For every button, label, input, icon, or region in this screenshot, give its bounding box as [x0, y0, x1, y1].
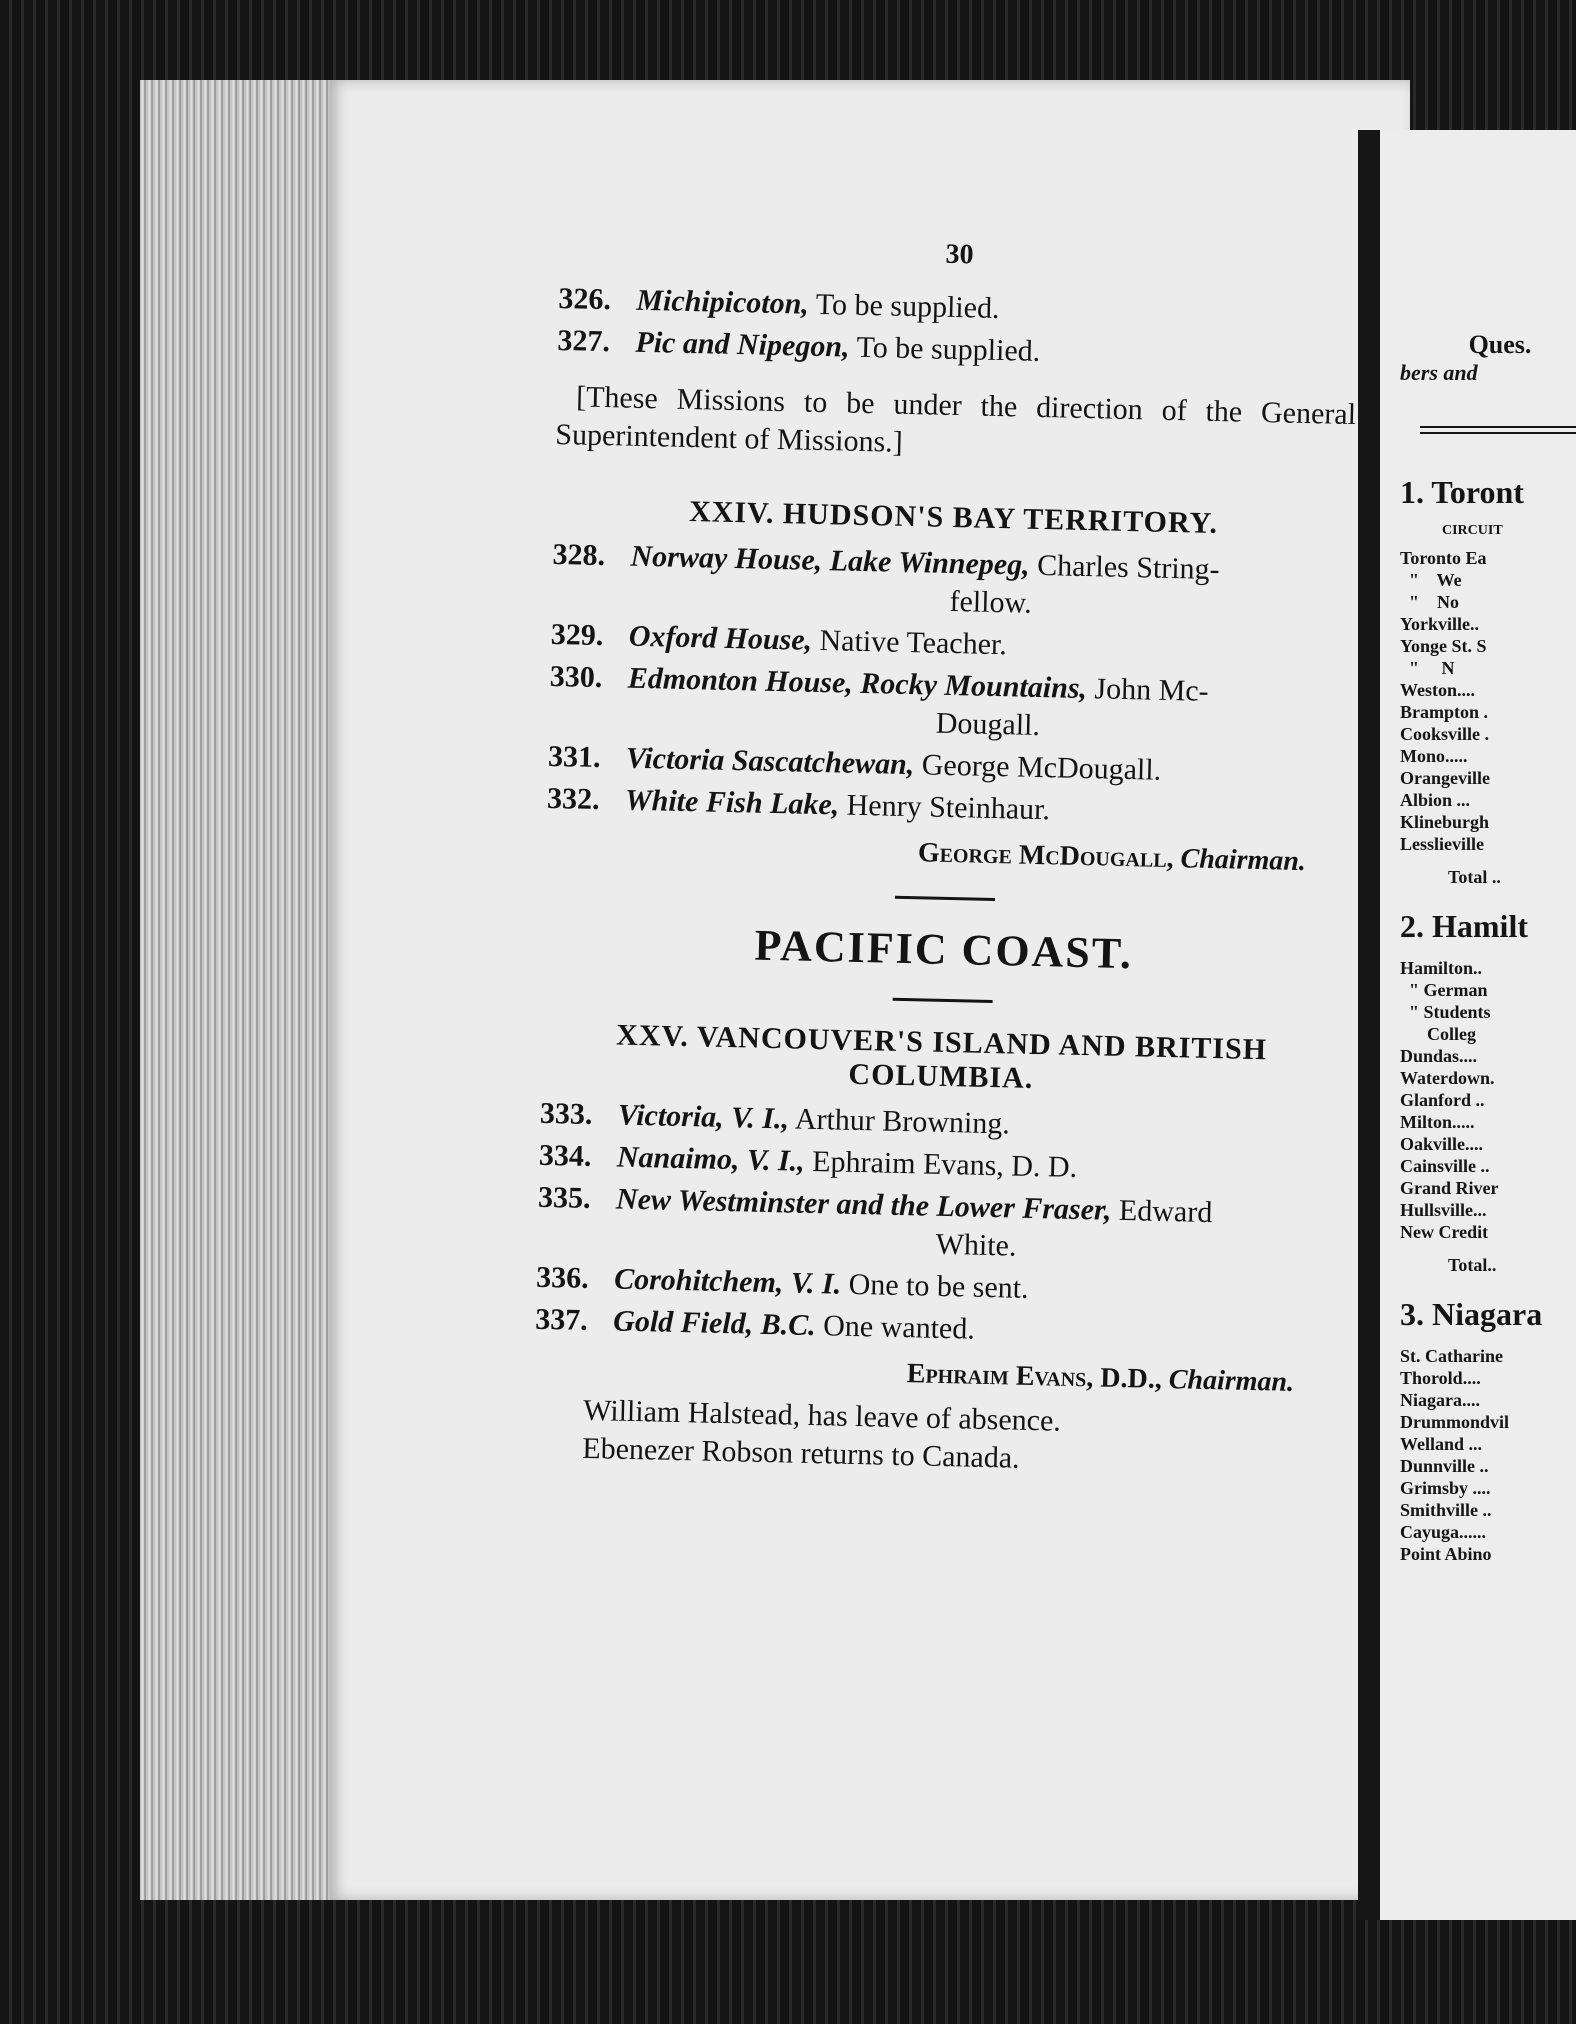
circuit-list-item: " We — [1400, 570, 1462, 590]
entry-assignment: Arthur Browning. — [794, 1102, 1011, 1141]
circuit-list-item: Dundas.... — [1400, 1046, 1478, 1066]
entry-assignment: To be supplied. — [856, 330, 1041, 368]
entries-group-c — [535, 1095, 1340, 1357]
right-page-section-2-list — [1400, 957, 1576, 1243]
entry-number: 326. — [558, 281, 612, 317]
entry-place: Nanaimo, V. I., — [616, 1140, 806, 1178]
entries-group-a — [557, 280, 1359, 378]
chairman-line-b — [546, 826, 1307, 881]
entry-place: Victoria Sascatchewan, — [625, 741, 915, 782]
circuit-list-item: Drummondvil — [1400, 1412, 1510, 1432]
right-page-section-3-list — [1400, 1345, 1576, 1565]
mission-entry — [551, 536, 1353, 630]
entry-place: White Fish Lake, — [624, 783, 840, 822]
right-page-section-3-heading: 3. Niagara — [1400, 1296, 1543, 1332]
closing-line: William Halstead, has leave of absence. — [582, 1393, 1062, 1438]
circuit-list-item: Hullsville... — [1400, 1200, 1487, 1220]
entry-assignment: Charles String- — [1036, 548, 1220, 587]
entry-place: Norway House, Lake Winnepeg, — [630, 539, 1031, 582]
divider-rule — [895, 896, 995, 901]
circuit-list-item: " German — [1400, 980, 1488, 1000]
circuit-list-item: Cooksville . — [1400, 724, 1490, 744]
chairman-title: Chairman. — [1168, 1364, 1295, 1398]
entry-number: 336. — [535, 1260, 590, 1295]
entry-assignment: George McDougall. — [921, 748, 1162, 787]
circuit-list-item: Grimsby .... — [1400, 1478, 1491, 1498]
entry-continuation: fellow. — [949, 584, 1033, 620]
mission-entry — [537, 1179, 1339, 1273]
entry-number: 335. — [537, 1180, 591, 1215]
entry-place: Corohitchem, V. I. — [613, 1262, 842, 1301]
chairman-name: George McDougall, — [917, 837, 1174, 875]
circuit-list-item: Milton..... — [1400, 1112, 1475, 1132]
entry-number: 328. — [552, 537, 606, 573]
circuit-list-item: Cainsville .. — [1400, 1156, 1490, 1176]
circuit-list-item: Point Abino — [1400, 1544, 1492, 1564]
circuit-list-item: Albion ... — [1400, 790, 1471, 810]
circuit-list-item: Yonge St. S — [1400, 636, 1487, 656]
chairman-title: Chairman. — [1180, 843, 1307, 878]
right-page-content — [1400, 330, 1576, 1565]
circuit-list-item: Waterdown. — [1400, 1068, 1495, 1088]
circuit-list-item: Mono..... — [1400, 746, 1468, 766]
entry-continuation: Dougall. — [935, 706, 1041, 743]
entry-place: Pic and Nipegon, — [635, 325, 850, 364]
pacific-coast-heading: PACIFIC COAST. — [754, 920, 1134, 979]
circuit-list-item: " No — [1400, 592, 1459, 612]
circuit-list-item: Grand River — [1400, 1178, 1499, 1198]
right-page-section-1-list — [1400, 547, 1576, 855]
circuit-list-item: Dunnville .. — [1400, 1456, 1489, 1476]
right-page-section-1-heading: 1. Toront — [1400, 474, 1524, 510]
circuit-list-item: Yorkville.. — [1400, 614, 1479, 634]
entries-group-b — [547, 536, 1353, 836]
right-page-ques: Ques. — [1468, 330, 1532, 359]
entry-place: Oxford House, — [628, 619, 813, 657]
entry-assignment: To be supplied. — [815, 287, 1000, 325]
circuit-list-item: Lesslieville — [1400, 834, 1484, 854]
entry-number: 330. — [549, 659, 603, 695]
entry-place: Victoria, V. I., — [617, 1098, 790, 1136]
circuit-list-item: Glanford .. — [1400, 1090, 1485, 1110]
entry-assignment: Ephraim Evans, D. D. — [811, 1144, 1078, 1184]
right-page-section-2-heading: 2. Hamilt — [1400, 908, 1528, 944]
circuit-list-item: Hamilton.. — [1400, 958, 1483, 978]
entry-number: 329. — [550, 617, 604, 653]
circuit-list-item: " N — [1400, 658, 1455, 678]
right-page — [1380, 130, 1576, 1920]
right-page-section-1-total: Total .. — [1448, 867, 1501, 887]
book-gutter — [1358, 130, 1380, 1920]
entry-place: Edmonton House, Rocky Mountains, — [627, 661, 1088, 706]
circuit-list-item: Oakville.... — [1400, 1134, 1484, 1154]
entry-assignment: Native Teacher. — [819, 623, 1008, 662]
entry-number: 334. — [538, 1138, 592, 1173]
circuit-list-item: Cayuga...... — [1400, 1522, 1487, 1542]
missions-note: [These Missions to be under the direction of the General Superintendent of Missions.] — [554, 380, 1357, 459]
entry-number: 332. — [546, 781, 600, 817]
entry-assignment: Henry Steinhaur. — [846, 788, 1051, 827]
right-page-section-2-total: Total.. — [1448, 1255, 1497, 1275]
circuit-list-item: Orangeville — [1400, 768, 1490, 788]
closing-line: Ebenezer Robson returns to Canada. — [581, 1431, 1020, 1475]
section-heading-xxv: XXV. VANCOUVER'S ISLAND AND BRITISH COLUMBIA. — [615, 1018, 1268, 1095]
entry-place: Michipicoton, — [636, 283, 810, 321]
circuit-list-item: Thorold.... — [1400, 1368, 1481, 1388]
right-page-double-rule — [1420, 426, 1576, 434]
circuit-list-item: Welland ... — [1400, 1434, 1483, 1454]
entry-continuation: White. — [935, 1227, 1017, 1263]
entry-assignment: Edward — [1118, 1193, 1213, 1230]
page-content — [532, 230, 1360, 1485]
chairman-name: Ephraim Evans, D.D., — [906, 1358, 1163, 1395]
circuit-list-item: Weston.... — [1400, 680, 1476, 700]
mission-entry — [549, 658, 1351, 752]
circuit-list-item: Klineburgh — [1400, 812, 1490, 832]
circuit-list-item: New Credit — [1400, 1222, 1489, 1242]
circuit-list-item: Toronto Ea — [1400, 548, 1487, 568]
circuit-list-item: Colleg — [1400, 1024, 1476, 1044]
circuit-list-item: Brampton . — [1400, 702, 1489, 722]
circuit-list-item: Niagara.... — [1400, 1390, 1480, 1410]
divider-rule — [893, 998, 993, 1003]
circuit-list-item: " Students — [1400, 1002, 1491, 1022]
circuit-list-item: Smithville .. — [1400, 1500, 1492, 1520]
right-page-subheading: bers and — [1400, 360, 1478, 385]
page-number: 30 — [945, 238, 974, 271]
entry-number: 337. — [534, 1302, 589, 1337]
entry-number: 327. — [557, 323, 611, 359]
entry-assignment: John Mc- — [1094, 672, 1210, 708]
entry-number: 331. — [547, 739, 601, 775]
circuit-list-item: St. Catharine — [1400, 1346, 1503, 1366]
entry-number: 333. — [539, 1096, 593, 1131]
entry-assignment: One wanted. — [822, 1309, 976, 1346]
right-page-circuit-label: CIRCUIT — [1442, 523, 1503, 538]
entry-assignment: One to be sent. — [848, 1267, 1029, 1305]
entry-place: Gold Field, B.C. — [612, 1304, 817, 1343]
entry-place: New Westminster and the Lower Fraser, — [615, 1182, 1112, 1227]
section-heading-xxiv: XXIV. HUDSON'S BAY TERRITORY. — [688, 495, 1219, 540]
